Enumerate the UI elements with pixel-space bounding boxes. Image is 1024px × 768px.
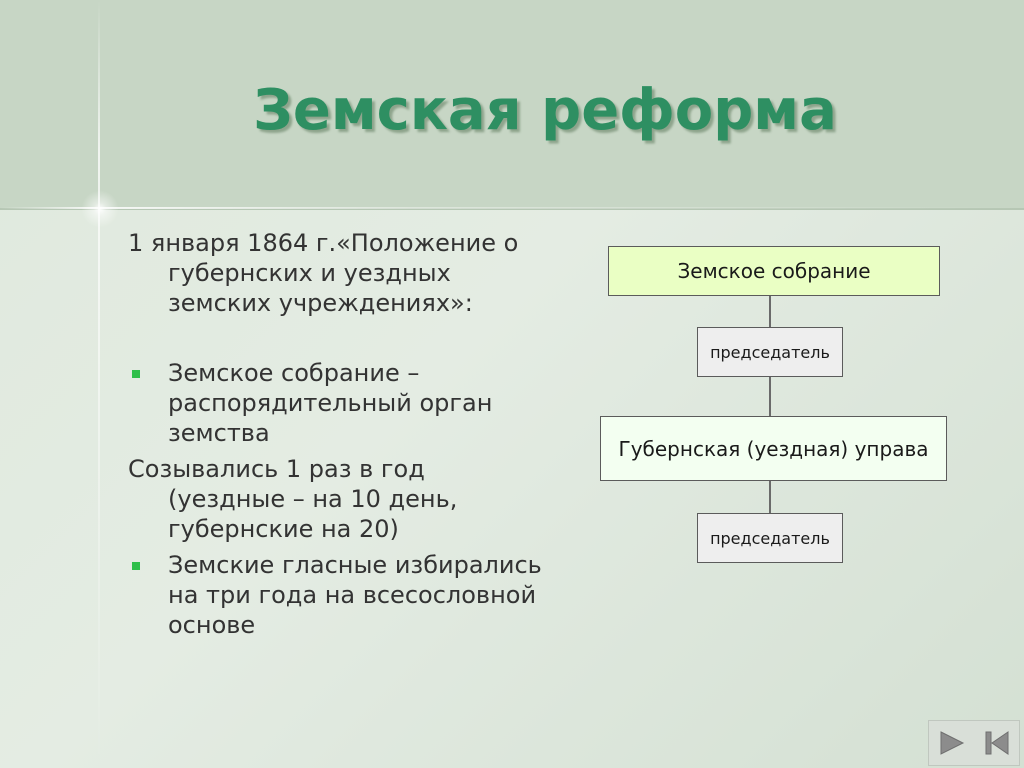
connector-line — [769, 377, 771, 416]
box-label: Земское собрание — [677, 259, 871, 283]
bullet-text: Земское собрание – распорядительный орган земства — [168, 359, 493, 447]
box-zemstvo-assembly — [608, 246, 940, 296]
slide-navigation — [928, 720, 1020, 766]
box-label: Губернская (уездная) управа — [618, 436, 929, 461]
box-chairman — [697, 513, 843, 563]
play-next-icon[interactable] — [934, 725, 970, 761]
box-label: председатель — [710, 342, 830, 362]
connector-line — [769, 296, 771, 327]
convocation-paragraph: Созывались 1 раз в год (уездные – на 10 день, губернские на 20) — [128, 455, 458, 543]
box-label: председатель — [710, 528, 830, 548]
skip-end-icon[interactable] — [979, 725, 1015, 761]
bullet-text: Земские гласные избирались на три года на всесословной основе — [168, 551, 542, 639]
box-zemstvo-board — [600, 416, 947, 481]
intro-paragraph: 1 января 1864 г.«Положение о губернских и уездных земских учреждениях»: — [128, 229, 519, 317]
box-chairman — [697, 327, 843, 377]
slide-title: Земская реформа — [253, 78, 837, 143]
connector-line — [769, 481, 771, 513]
